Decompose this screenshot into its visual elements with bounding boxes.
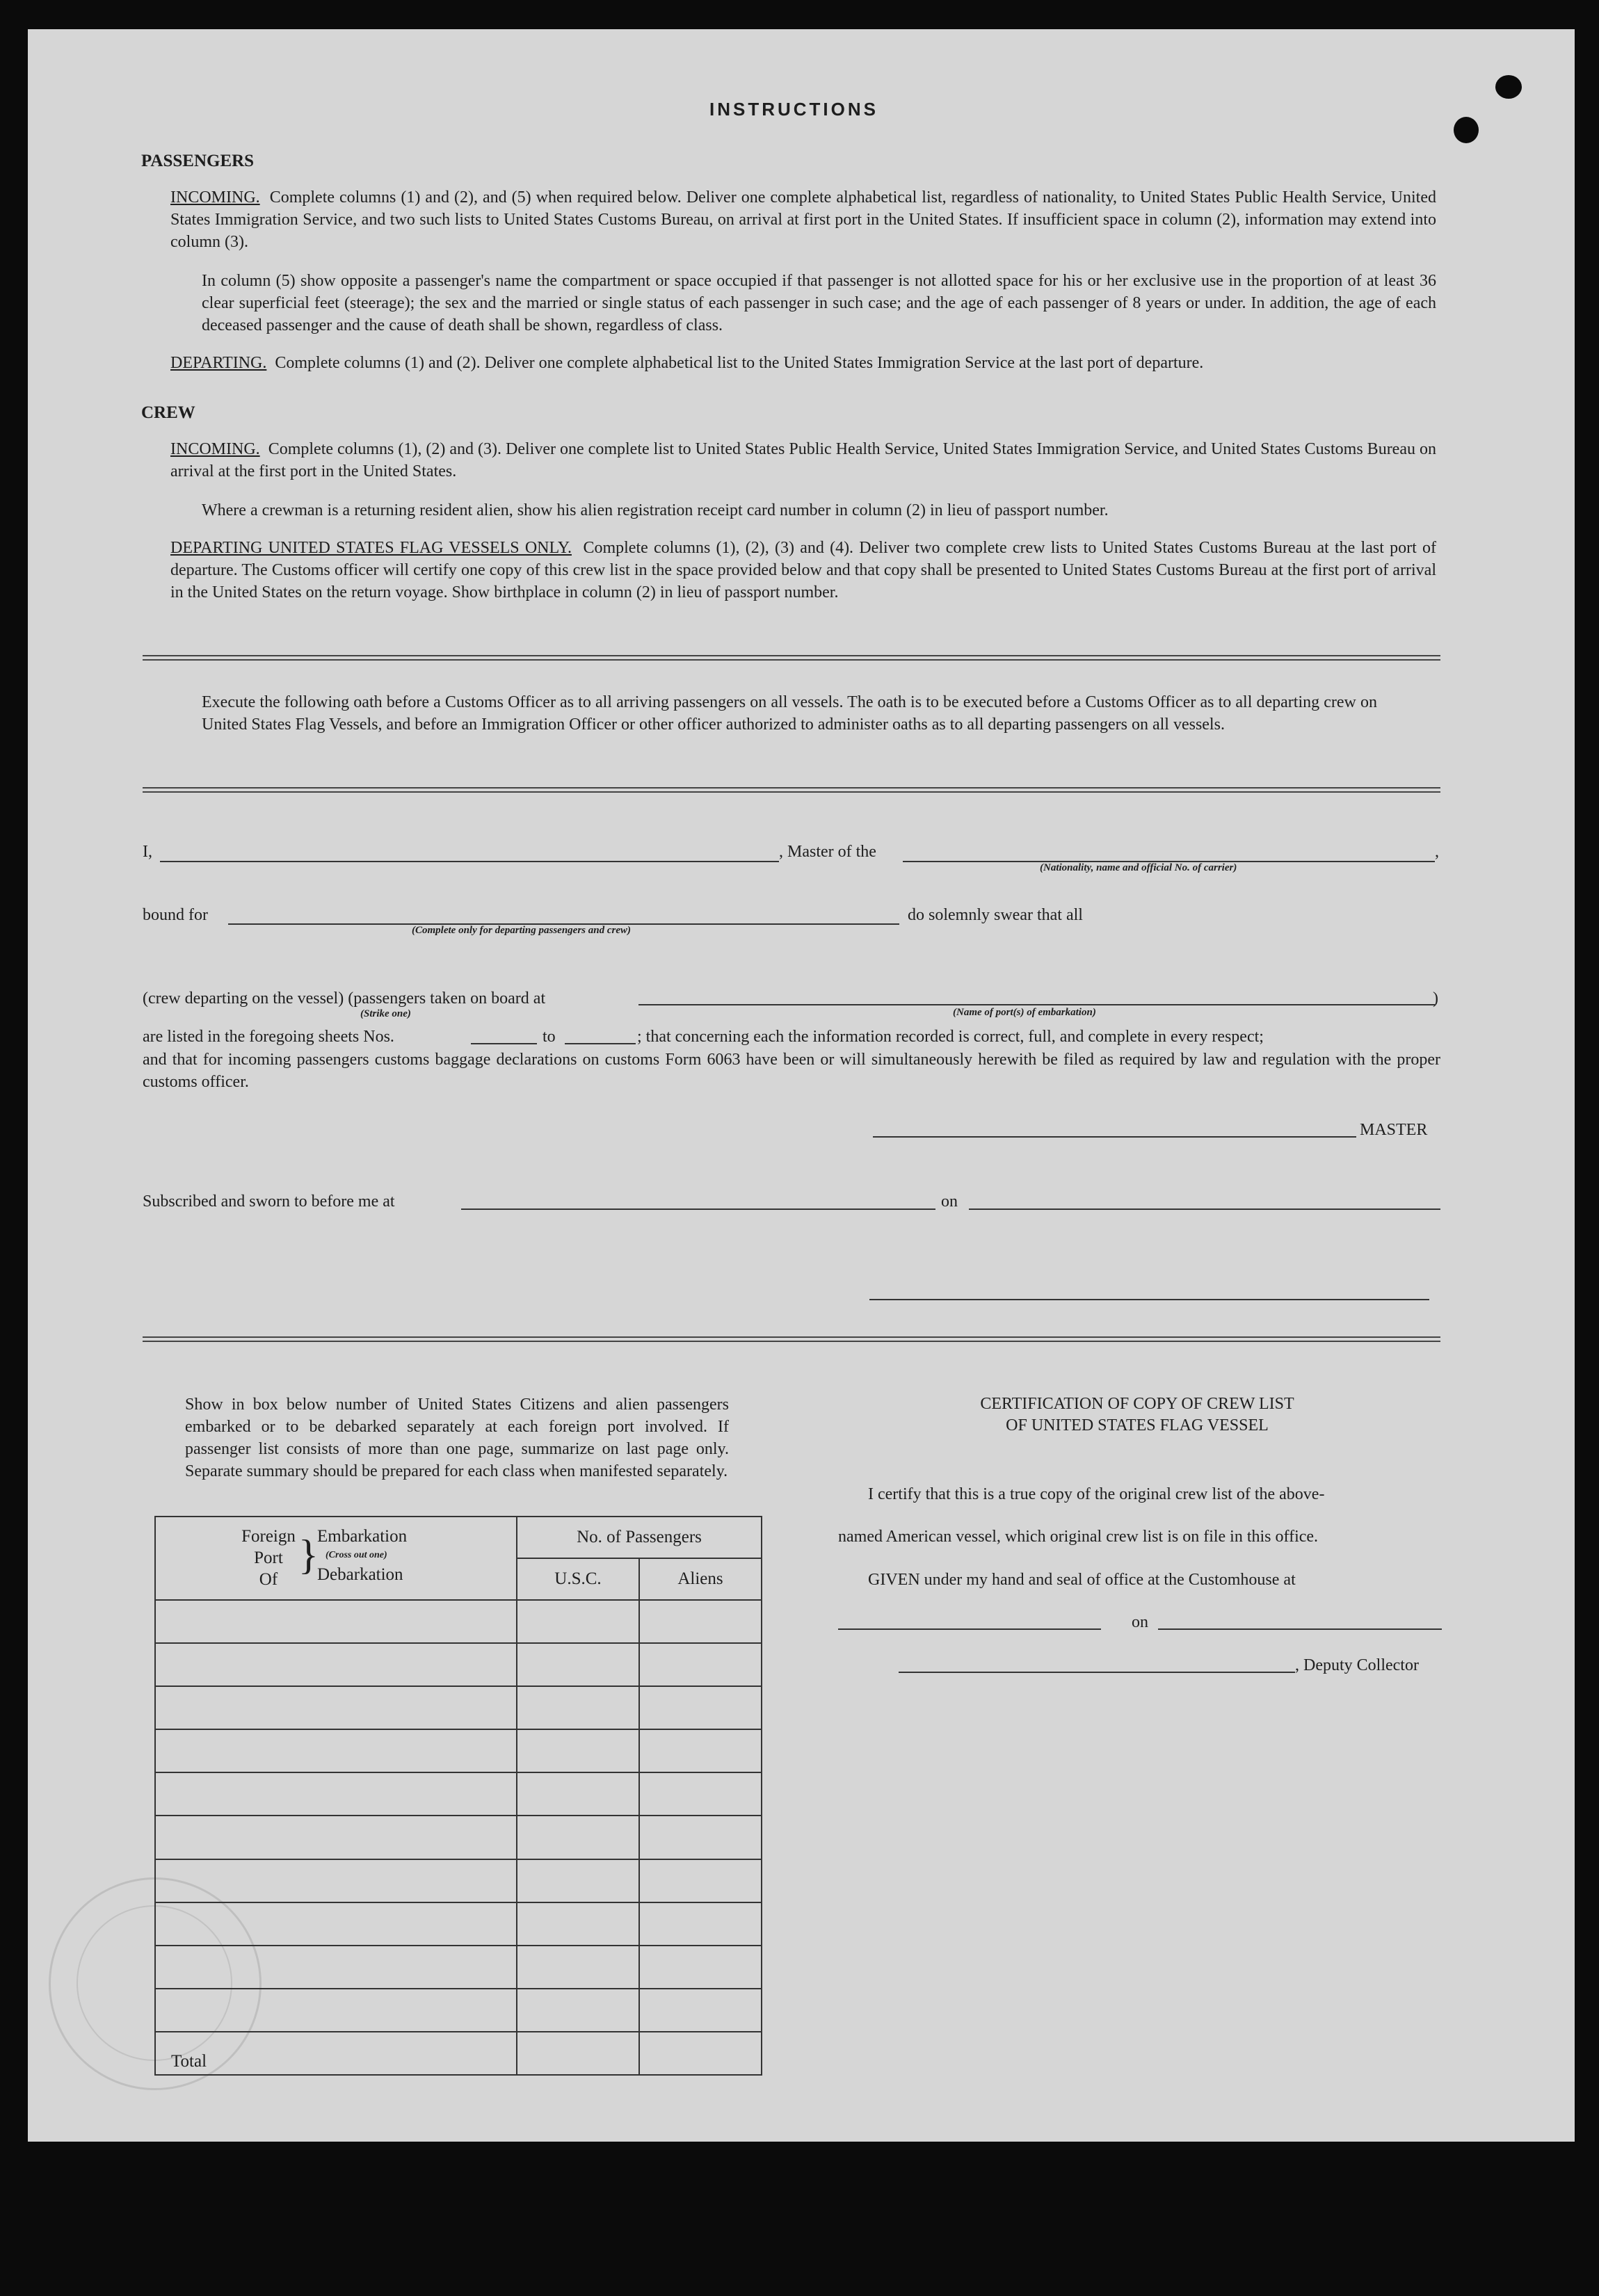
- usc-cell[interactable]: [517, 1729, 639, 1772]
- usc-cell[interactable]: [517, 1989, 639, 2032]
- port-cell[interactable]: [155, 1600, 517, 1643]
- embarkation-label: Embarkation: [317, 1527, 408, 1546]
- crew-departing-label: (crew departing on the vessel) (passengers taken on board at: [143, 989, 546, 1008]
- certify-on-label: on: [1132, 1613, 1148, 1631]
- no-passengers-header: No. of Passengers: [517, 1517, 762, 1558]
- aliens-cell[interactable]: [639, 1600, 762, 1643]
- oath-instructions: Execute the following oath before a Customs Officer as to all arriving passengers on all vessels. The oath is to be executed before a Customs Officer as to all departing crew on United States Flag Vessels, and before an Immigration Officer or other officer authorized to administer oaths as to all departing passengers on all vessels.: [202, 693, 1377, 734]
- certification-title-line2: OF UNITED STATES FLAG VESSEL: [1006, 1416, 1269, 1434]
- crew-incoming-paragraph: [170, 438, 1436, 483]
- crew-incoming-label: INCOMING.: [170, 440, 260, 458]
- bound-for-label: bound for: [143, 906, 208, 924]
- usc-cell[interactable]: [517, 1816, 639, 1859]
- brace: }: [298, 1532, 319, 1578]
- close-paren: ): [1433, 989, 1438, 1008]
- aliens-cell[interactable]: [639, 1816, 762, 1859]
- usc-cell[interactable]: [517, 1643, 639, 1686]
- master-name-field[interactable]: [160, 861, 779, 862]
- port-cell[interactable]: [155, 1902, 517, 1946]
- passengers-departing-text: Complete columns (1) and (2). Deliver one complete alphabetical list to the United States Immigration Service at the last port of departure.: [275, 354, 1204, 372]
- aliens-cell[interactable]: [639, 1902, 762, 1946]
- aliens-cell[interactable]: [639, 1946, 762, 1989]
- carrier-caption: (Nationality, name and official No. of carrier): [1040, 862, 1237, 873]
- port-embarkation-field[interactable]: [638, 1004, 1435, 1005]
- comma: ,: [1435, 843, 1439, 861]
- aliens-cell[interactable]: [639, 1859, 762, 1902]
- divider-1: [143, 655, 1440, 661]
- usc-cell[interactable]: [517, 1600, 639, 1643]
- usc-cell[interactable]: [517, 1772, 639, 1816]
- divider-3: [143, 1336, 1440, 1342]
- listed-rest: ; that concerning each the information recorded is correct, full, and complete in every respect;: [637, 1028, 1264, 1046]
- certify-line1: I certify that this is a true copy of the original crew list of the above-: [868, 1485, 1325, 1503]
- passengers-heading: PASSENGERS: [141, 152, 255, 170]
- aliens-cell[interactable]: [639, 1686, 762, 1729]
- master-signature-field[interactable]: [873, 1136, 1356, 1138]
- foreign-label: Foreign: [241, 1527, 296, 1546]
- strike-one-caption: (Strike one): [360, 1008, 411, 1019]
- port-cell[interactable]: [155, 1643, 517, 1686]
- sworn-place-field[interactable]: [461, 1208, 935, 1210]
- certify-line3: GIVEN under my hand and seal of office at the Customhouse at: [868, 1571, 1296, 1589]
- total-label: Total: [155, 2032, 517, 2075]
- sheet-to-field[interactable]: [565, 1043, 636, 1044]
- total-aliens-cell[interactable]: [639, 2032, 762, 2075]
- foreign-port-header: [155, 1517, 517, 1600]
- master-label: MASTER: [1360, 1121, 1428, 1139]
- listed-continuation: and that for incoming passengers customs baggage declarations on customs Form 6063 have been or will simultaneously herewith be filed as required by law and regulation with the proper customs officer.: [143, 1051, 1440, 1091]
- crew-departing-text: Complete columns (1), (2), (3) and (4). Deliver two complete crew lists to United States Customs Bureau at the last port of departure. The Customs officer will certify one copy of this crew list in the space provided below and that copy shall be presented to United States Customs Bureau at the first port of arrival in the United States on the return voyage. Show birthplace in column (2) in lieu of passport number.: [170, 539, 1436, 601]
- port-cell[interactable]: [155, 1772, 517, 1816]
- crew-departing-paragraph: [170, 537, 1436, 604]
- port-cell[interactable]: [155, 1729, 517, 1772]
- usc-header: U.S.C.: [517, 1558, 639, 1600]
- master-of-label: , Master of the: [779, 843, 876, 861]
- usc-cell[interactable]: [517, 1902, 639, 1946]
- aliens-cell[interactable]: [639, 1772, 762, 1816]
- deputy-collector-label: , Deputy Collector: [1295, 1656, 1419, 1674]
- certify-line2: named American vessel, which original crew list is on file in this office.: [838, 1528, 1319, 1546]
- port-caption: (Name of port(s) of embarkation): [953, 1007, 1096, 1018]
- customhouse-field[interactable]: [838, 1628, 1101, 1630]
- passengers-incoming-text: Complete columns (1) and (2), and (5) when required below. Deliver one complete alphabetical list, regardless of nationality, to United States Public Health Service, United States Immigration Service, and two such lists to United States Customs Bureau, on arrival at first port in the United States. If insufficient space in column (2), information may extend into column (3).: [170, 188, 1437, 251]
- crew-departing-label: DEPARTING UNITED STATES FLAG VESSELS ONLY.: [170, 539, 572, 557]
- total-usc-cell[interactable]: [517, 2032, 639, 2075]
- passenger-summary-table: [154, 1516, 762, 2076]
- port-cell[interactable]: [155, 1946, 517, 1989]
- crew-incoming-text: Complete columns (1), (2) and (3). Deliver one complete list to United States Public Health Service, United States Immigration Service, and United States Customs Bureau on arrival at the first port in the United States.: [170, 440, 1437, 480]
- usc-cell[interactable]: [517, 1859, 639, 1902]
- oath-i-label: I,: [143, 843, 152, 861]
- sworn-date-field[interactable]: [969, 1208, 1440, 1210]
- debarkation-label: Debarkation: [317, 1565, 403, 1584]
- usc-cell[interactable]: [517, 1946, 639, 1989]
- bound-for-caption: (Complete only for departing passengers and crew): [412, 925, 631, 936]
- to-label: to: [543, 1028, 556, 1046]
- aliens-header: Aliens: [639, 1558, 762, 1600]
- port-label: Port: [254, 1549, 283, 1567]
- port-cell[interactable]: [155, 1989, 517, 2032]
- passengers-departing-paragraph: [170, 352, 1436, 374]
- divider-2: [143, 787, 1440, 793]
- deputy-signature-field[interactable]: [899, 1672, 1295, 1673]
- port-cell[interactable]: [155, 1859, 517, 1902]
- cross-out-label: (Cross out one): [326, 1550, 387, 1560]
- crew-heading: CREW: [141, 403, 195, 422]
- summary-instructions: Show in box below number of United States Citizens and alien passengers embarked or to be debarked separately at each foreign port involved. If passenger list consists of more than one page, summarize on last page only. Separate summary should be prepared for each class when manifested separately.: [185, 1396, 729, 1480]
- subscribed-label: Subscribed and sworn to before me at: [143, 1193, 395, 1211]
- subscribed-on-label: on: [941, 1193, 958, 1211]
- page-title: INSTRUCTIONS: [709, 99, 878, 120]
- crew-resident-paragraph: Where a crewman is a returning resident alien, show his alien registration receipt card number in column (2) in lieu of passport number.: [202, 501, 1109, 519]
- punch-hole-2: [1454, 117, 1479, 143]
- sheet-from-field[interactable]: [471, 1043, 537, 1044]
- passengers-departing-label: DEPARTING.: [170, 354, 267, 372]
- aliens-cell[interactable]: [639, 1643, 762, 1686]
- swear-label: do solemnly swear that all: [908, 906, 1083, 924]
- certification-title-line1: CERTIFICATION OF COPY OF CREW LIST: [980, 1395, 1294, 1413]
- certify-date-field[interactable]: [1158, 1628, 1442, 1630]
- of-label: Of: [259, 1570, 278, 1589]
- passengers-incoming-paragraph: [170, 186, 1436, 253]
- certification-title: [828, 1393, 1447, 1437]
- aliens-cell[interactable]: [639, 1989, 762, 2032]
- punch-hole-1: [1495, 75, 1522, 99]
- listed-prefix: are listed in the foregoing sheets Nos.: [143, 1028, 394, 1046]
- port-cell[interactable]: [155, 1686, 517, 1729]
- aliens-cell[interactable]: [639, 1729, 762, 1772]
- passengers-column5-paragraph: In column (5) show opposite a passenger's name the compartment or space occupied if that passenger is not allotted space for his or her exclusive use in the proportion of at least 36 clear superficial feet (steerage); the sex and the married or single status of each passenger in such case; and the age of each passenger of 8 years or under. In addition, the age of each deceased passenger and the cause of death shall be shown, regardless of class.: [202, 272, 1436, 334]
- port-cell[interactable]: [155, 1816, 517, 1859]
- passengers-incoming-label: INCOMING.: [170, 188, 260, 207]
- officer-signature-field[interactable]: [869, 1299, 1429, 1300]
- usc-cell[interactable]: [517, 1686, 639, 1729]
